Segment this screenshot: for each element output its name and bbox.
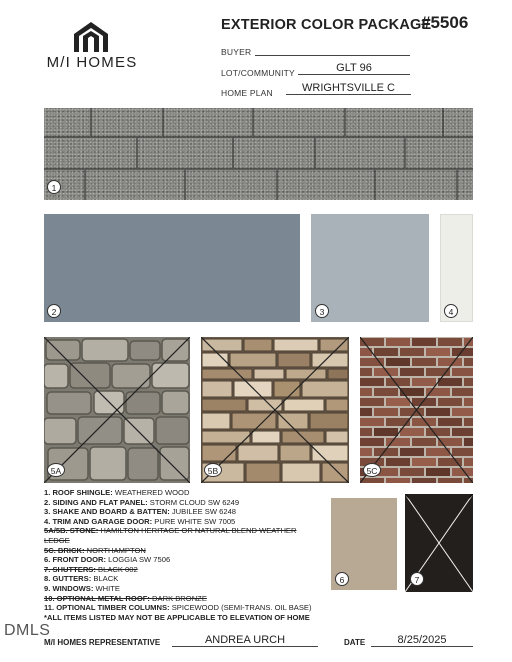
specification-list (44, 488, 334, 622)
spec-item-shutters: 7. SHUTTERS: BLACK 002 (44, 564, 138, 574)
spec-item-timber-columns: 11. OPTIONAL TIMBER COLUMNS: SPICEWOOD (SEMI-TRANS. OIL BASE) (44, 603, 312, 613)
swatch-number-badge: 2 (47, 304, 61, 318)
swatch-number-badge: 6 (335, 572, 349, 586)
date-value: 8/25/2025 (397, 634, 447, 646)
buyer-field[interactable] (255, 43, 410, 56)
stone-5b-swatch (201, 337, 349, 483)
representative-label: M/I HOMES REPRESENTATIVE (44, 638, 161, 647)
mi-homes-logo-icon (74, 22, 108, 52)
spec-item-shake: 3. SHAKE AND BOARD & BATTEN: JUBILEE SW 6248 (44, 507, 237, 517)
spec-item-stone: 5A/5B. STONE: HAMILTON HERITAGE OR NATURAL BLEND WEATHER (44, 526, 297, 536)
representative-value: ANDREA URCH (204, 634, 286, 646)
spec-item-gutters: 8. GUTTERS: BLACK (44, 574, 119, 584)
swatch-number-badge: 7 (410, 572, 424, 586)
shake-color-swatch (311, 214, 429, 322)
spec-item-siding: 2. SIDING AND FLAT PANEL: STORM CLOUD SW 6249 (44, 497, 240, 507)
swatch-number-badge: 5B (204, 463, 222, 477)
home-plan-field[interactable] (286, 82, 411, 95)
spec-item-roof-shingle: 1. ROOF SHINGLE: WEATHERED WOOD (44, 488, 190, 497)
home-plan-label: HOME PLAN (221, 88, 273, 98)
spec-item-windows: 9. WINDOWS: WHITE (44, 583, 120, 593)
representative-field[interactable] (172, 634, 318, 647)
swatch-number-badge: 5A (47, 463, 65, 477)
siding-color-swatch (44, 214, 300, 322)
stone-5a-swatch (44, 337, 190, 483)
brick-5c-swatch (360, 337, 473, 483)
buyer-label: BUYER (221, 47, 252, 57)
date-label: DATE (344, 638, 366, 647)
page-title: EXTERIOR COLOR PACKAGE (221, 17, 432, 33)
swatch-number-badge: 4 (444, 304, 458, 318)
lot-community-label: LOT/COMMUNITY (221, 68, 295, 78)
logo-text: M/I HOMES (46, 54, 138, 71)
home-plan-value: WRIGHTSVILLE C (302, 82, 395, 94)
spec-item-stone-continued: LEDGE (44, 535, 70, 545)
spec-item-brick: 5C. BRICK: NORTHAMPTON (44, 545, 146, 555)
mls-watermark: DMLS (4, 622, 51, 639)
swatch-number-badge: 5C (363, 463, 381, 477)
date-field[interactable] (371, 634, 473, 647)
roof-shingle-swatch (44, 108, 473, 200)
spec-item-front-door: 6. FRONT DOOR: LOGGIA SW 7506 (44, 555, 171, 565)
spec-item-trim: 4. TRIM AND GARAGE DOOR: PURE WHITE SW 7005 (44, 516, 236, 526)
swatch-number-badge: 1 (47, 180, 61, 194)
package-number: #5506 (421, 13, 469, 32)
spec-footnote: *ALL ITEMS LISTED MAY NOT BE APPLICABLE TO ELEVATION OF HOME (44, 612, 310, 622)
lot-community-value: GLT 96 (336, 62, 372, 74)
spec-item-metal-roof: 10. OPTIONAL METAL ROOF: DARK BRONZE (44, 593, 207, 603)
swatch-number-badge: 3 (315, 304, 329, 318)
lot-community-field[interactable] (298, 62, 410, 75)
